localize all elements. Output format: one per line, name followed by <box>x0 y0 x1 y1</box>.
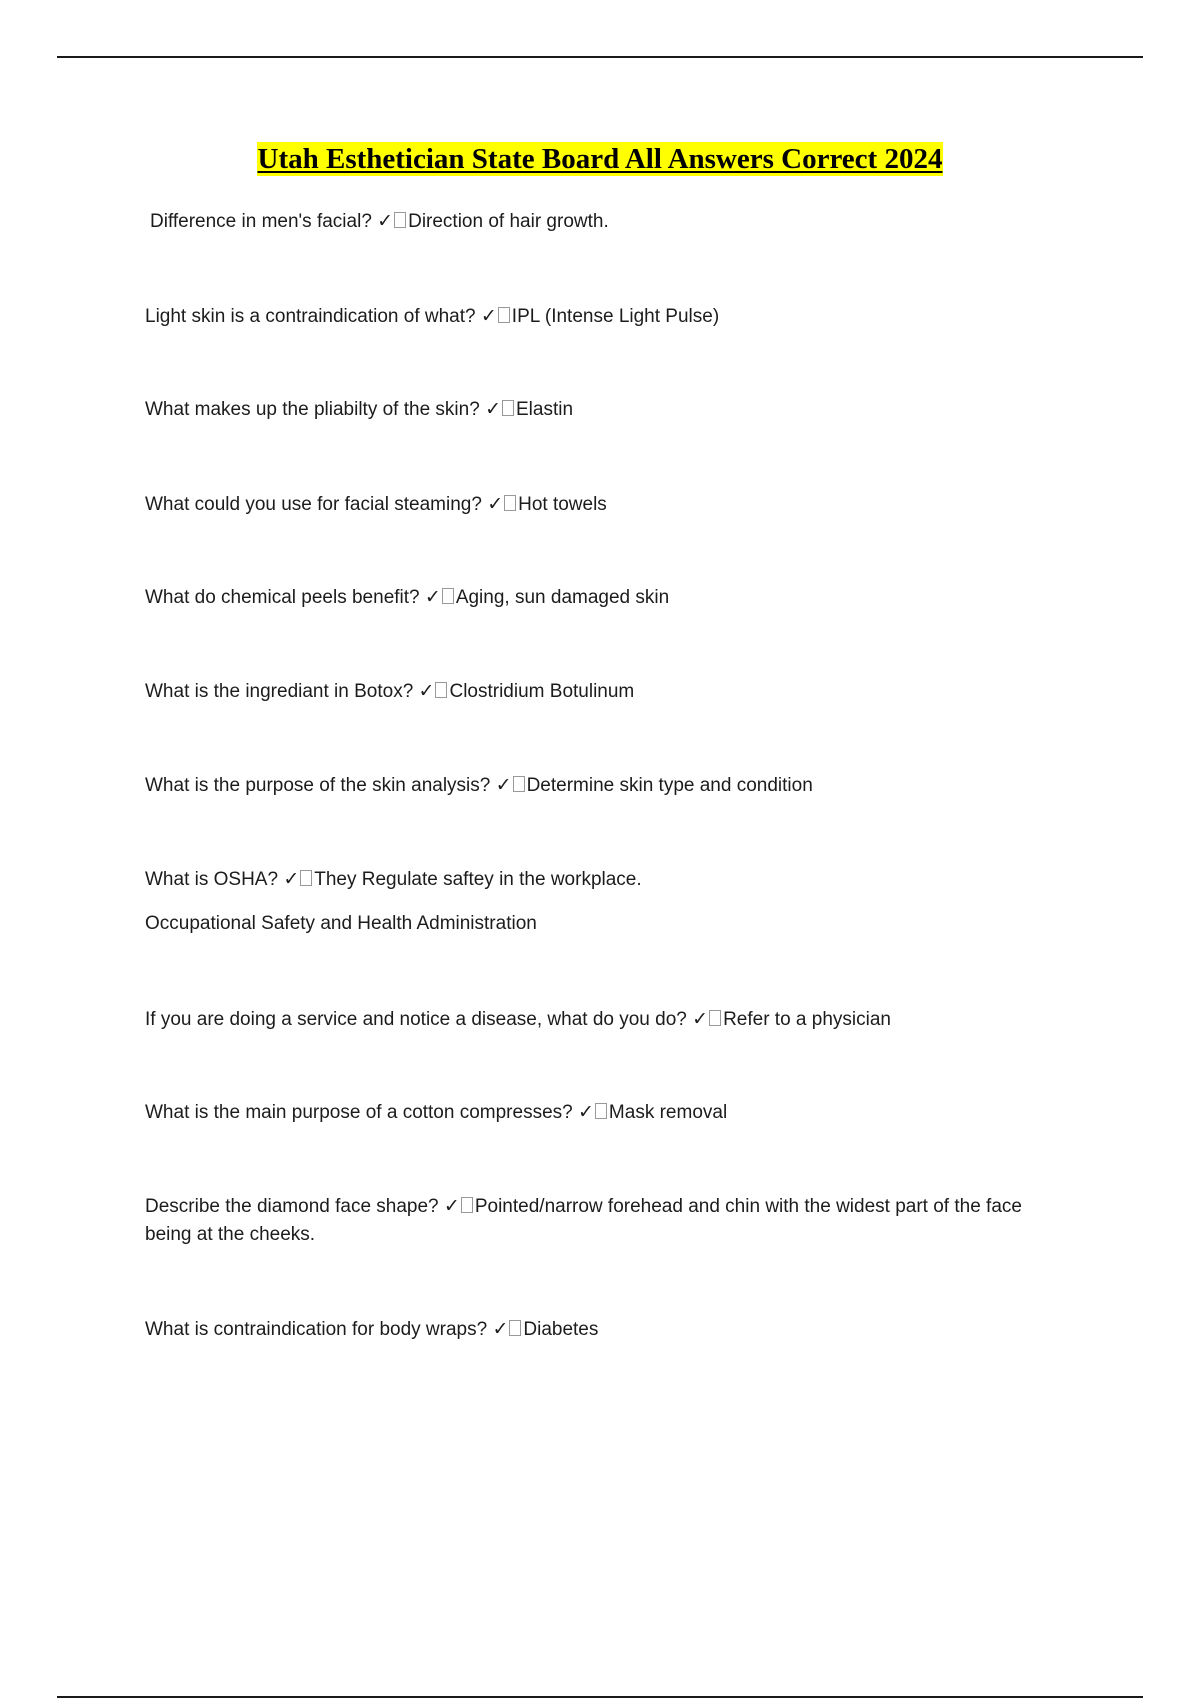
answer: Elastin <box>516 399 574 420</box>
box-icon <box>300 870 312 886</box>
answer: Diabetes <box>523 1319 599 1340</box>
answer: Clostridium Botulinum <box>449 681 635 702</box>
osha-full-name: Occupational Safety and Health Administration <box>145 913 537 934</box>
question: What could you use for facial steaming? <box>145 494 482 515</box>
answer: Hot towels <box>518 494 607 515</box>
box-icon <box>513 776 525 792</box>
answer: They Regulate saftey in the workplace. <box>314 869 642 890</box>
question: Describe the diamond face shape? <box>145 1196 439 1217</box>
check-icon: ✓ <box>692 1008 709 1030</box>
check-icon: ✓ <box>578 1101 594 1123</box>
check-icon: ✓ <box>424 586 441 608</box>
answer: Refer to a physician <box>723 1009 891 1030</box>
question: What makes up the pliabilty of the skin? <box>145 399 480 420</box>
qa-item-5 <box>145 583 1065 612</box>
qa-item-4 <box>145 490 1065 519</box>
answer: Direction of hair growth. <box>408 211 609 232</box>
check-icon: ✓ <box>492 1318 509 1340</box>
qa-item-1 <box>150 207 1070 236</box>
check-icon: ✓ <box>418 680 435 702</box>
qa-item-6 <box>145 677 1065 706</box>
qa-item-8 <box>145 865 1065 894</box>
bottom-rule <box>57 1696 1143 1698</box>
qa-item-9 <box>145 1005 1065 1034</box>
qa-item-11 <box>145 1192 1065 1249</box>
box-icon <box>435 682 447 698</box>
box-icon <box>498 307 510 323</box>
question: What is contraindication for body wraps? <box>145 1319 488 1340</box>
check-icon: ✓ <box>283 868 300 890</box>
answer: Mask removal <box>608 1102 728 1123</box>
question: What is OSHA? <box>145 869 279 890</box>
question: Light skin is a contraindication of what? <box>145 306 476 327</box>
qa-item-12 <box>145 1315 1065 1344</box>
box-icon <box>504 495 516 511</box>
question: What do chemical peels benefit? <box>145 587 420 608</box>
qa-item-7 <box>145 771 1065 800</box>
qa-item-2 <box>145 302 1065 331</box>
qa-item-10 <box>145 1098 1065 1127</box>
box-icon <box>595 1103 607 1119</box>
check-icon: ✓ <box>485 398 501 420</box>
box-icon <box>442 588 454 604</box>
document-title: Utah Esthetician State Board All Answers Correct 2024 <box>257 143 943 175</box>
check-icon: ✓ <box>377 210 394 232</box>
box-icon <box>394 212 406 228</box>
box-icon <box>461 1197 473 1213</box>
answer: Aging, sun damaged skin <box>455 587 670 608</box>
question: If you are doing a service and notice a disease, what do you do? <box>145 1009 687 1030</box>
check-icon: ✓ <box>480 305 497 327</box>
question: What is the ingrediant in Botox? <box>145 681 414 702</box>
check-icon: ✓ <box>443 1195 460 1217</box>
answer: Pointed/narrow forehead and chin with the widest part of the face being at the cheeks. <box>145 1196 1022 1245</box>
title-block <box>0 142 1200 176</box>
qa-item-3 <box>145 395 1065 424</box>
question: Difference in men's facial? <box>150 211 372 232</box>
answer: IPL (Intense Light Pulse) <box>511 306 720 327</box>
box-icon <box>709 1010 721 1026</box>
top-rule <box>57 56 1143 58</box>
box-icon <box>502 400 514 416</box>
question: What is the main purpose of a cotton compresses? <box>145 1102 573 1123</box>
check-icon: ✓ <box>487 493 504 515</box>
question: What is the purpose of the skin analysis? <box>145 775 491 796</box>
box-icon <box>509 1320 521 1336</box>
check-icon: ✓ <box>495 774 512 796</box>
answer: Determine skin type and condition <box>526 775 813 796</box>
